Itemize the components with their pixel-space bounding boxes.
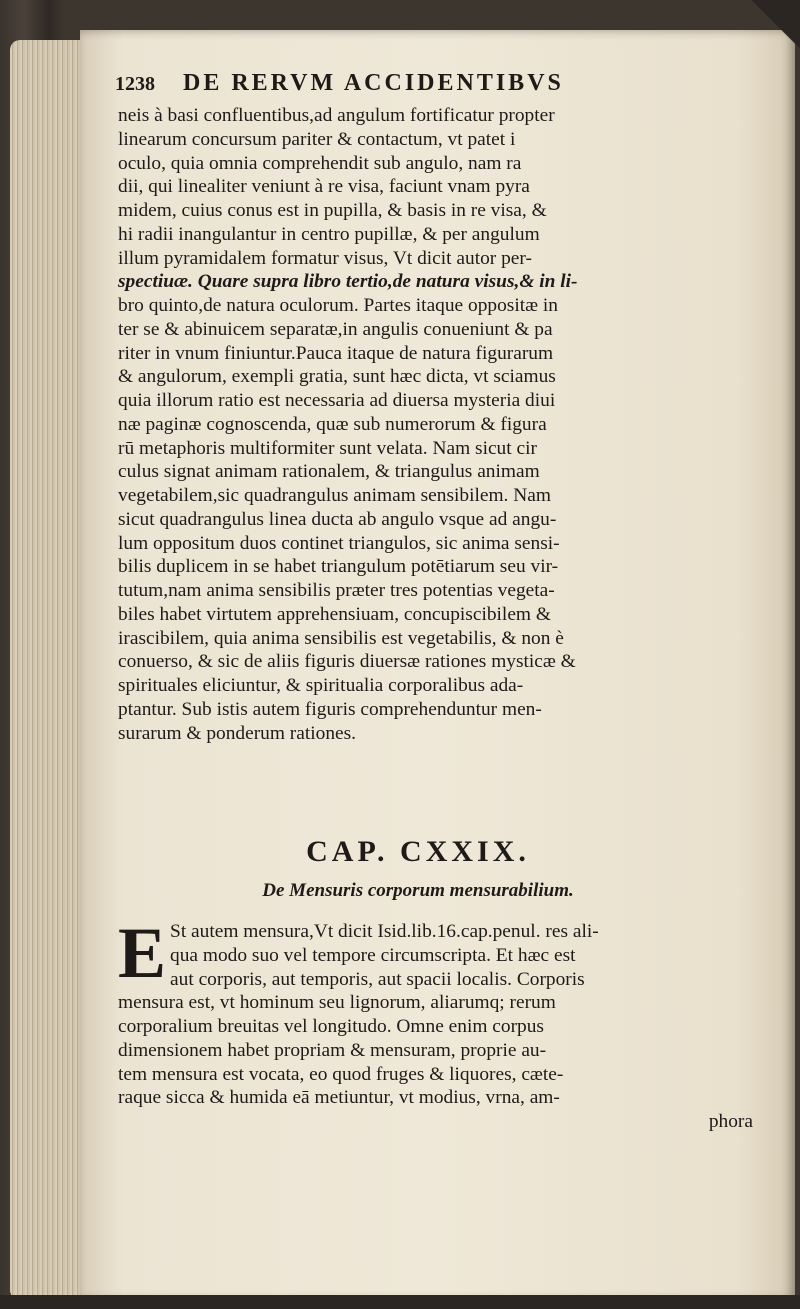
text-line: conuerso, & sic de aliis figuris diuersæ rationes mysticæ & [118, 651, 576, 673]
text-line: riter in vnum finiuntur.Pauca itaque de natura figurarum [118, 342, 554, 364]
text-line: corporalium breuitas vel longitudo. Omne enim corpus [118, 1016, 544, 1037]
text-line: dii, qui linealiter veniunt à re visa, faciunt vnam pyra [118, 176, 530, 198]
chapter-subtitle: De Mensuris corporum mensurabilium. [262, 880, 574, 901]
text-line: sicut quadrangulus linea ducta ab angulo vsque ad angu- [118, 508, 557, 530]
text-line: oculo, quia omnia comprehendit sub angulo, nam ra [118, 152, 522, 174]
text-line: surarum & ponderum rationes. [118, 722, 357, 744]
page-number: 1238 [115, 73, 155, 95]
text-line: ter se & abinuicem separatæ,in angulis conueniunt & pa [118, 318, 553, 340]
drop-cap: E [118, 913, 167, 993]
chapter-heading: CAP. CXXIX. [306, 835, 530, 868]
text-line: quia illorum ratio est necessaria ad diuersa mysteria diui [118, 390, 556, 411]
text-line: qua modo suo vel tempore circumscripta. Et hæc est [170, 944, 576, 966]
paragraph-2 [118, 913, 763, 1134]
text-line: aut corporis, aut temporis, aut spacii localis. Corporis [170, 968, 585, 990]
text-line: bro quinto,de natura oculorum. Partes itaque oppositæ in [118, 295, 558, 316]
text-line: mensura est, vt hominum seu lignorum, aliarumq; rerum [118, 992, 556, 1014]
text-line: neis à basi confluentibus,ad angulum fortificatur propter [118, 105, 555, 126]
text-line-italic: spectiuæ. Quare supra libro tertio,de natura visus,& in li- [118, 271, 578, 293]
text-line: linearum concursum pariter & contactum, vt patet i [118, 128, 516, 150]
text-line: vegetabilem,sic quadrangulus animam sensibilem. Nam [118, 485, 551, 506]
text-line: tutum,nam anima sensibilis præter tres potentias vegeta- [118, 580, 555, 601]
text-line: St autem mensura,Vt dicit Isid.lib.16.cap.penul. res ali- [170, 921, 599, 942]
text-line: biles habet virtutem apprehensiuam, concupiscibilem & [118, 603, 551, 625]
text-line: spirituales eliciuntur, & spiritualia corporalibus ada- [118, 675, 524, 696]
text-line: midem, cuius conus est in pupilla, & basis in re visa, & [118, 200, 547, 221]
text-line: ptantur. Sub istis autem figuris comprehenduntur men- [118, 698, 542, 720]
page-corner-shadow [740, 0, 800, 60]
text-line: bilis duplicem in se habet triangulum potētiarum seu vir- [118, 556, 559, 578]
running-head [115, 70, 755, 97]
text-line: lum oppositum duos continet triangulos, sic anima sensi- [118, 532, 560, 554]
text-line: rū metaphoris multiformiter sunt velata. Nam sicut cir [118, 437, 537, 459]
text-line: raque sicca & humida eā metiuntur, vt modius, vrna, am- [118, 1087, 560, 1109]
text-line: phora [708, 1111, 753, 1132]
text-line: næ paginæ cognoscenda, quæ sub numerorum & figura [118, 413, 547, 435]
text-line: dimensionem habet propriam & mensuram, proprie au- [118, 1039, 547, 1061]
text-line: irascibilem, quia anima sensibilis est vegetabilis, & non è [118, 627, 564, 649]
text-line: culus signat animam rationalem, & triangulus animam [118, 461, 540, 483]
page-edges [10, 40, 82, 1300]
bottom-shadow [0, 1295, 800, 1309]
text-line: & angulorum, exempli gratia, sunt hæc dicta, vt sciamus [118, 366, 556, 388]
paragraph-1 [118, 104, 763, 745]
running-title: DE RERVM ACCIDENTIBVS [183, 70, 564, 96]
text-line: tem mensura est vocata, eo quod fruges & liquores, cæte- [118, 1063, 564, 1085]
text-line: hi radii inangulantur in centro pupillæ, & per angulum [118, 223, 540, 245]
text-line: illum pyramidalem formatur visus, Vt dicit autor per- [118, 247, 532, 269]
